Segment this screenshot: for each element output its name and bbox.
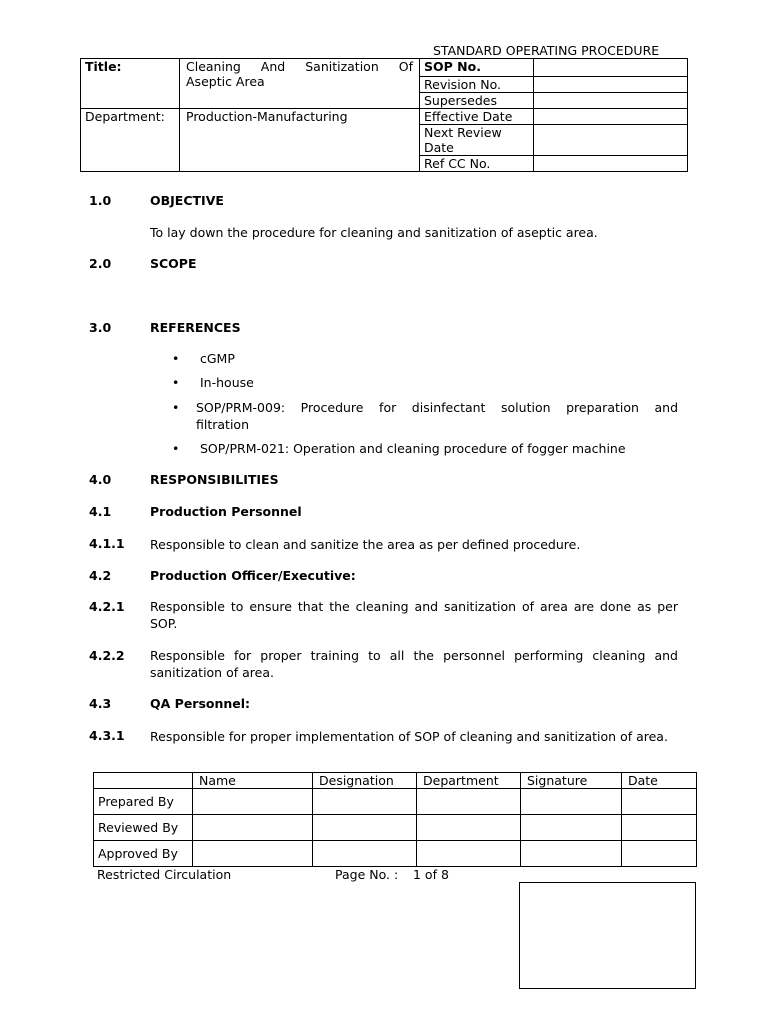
reference-item: SOP/PRM-021: Operation and cleaning procedure of fogger machine — [200, 441, 626, 456]
signoff-cell[interactable] — [193, 789, 313, 815]
column-header-date: Date — [622, 773, 697, 789]
section-number: 4.2.2 — [89, 648, 125, 663]
ref-cc-no-value[interactable] — [534, 156, 688, 172]
effective-date-value[interactable] — [534, 109, 688, 125]
department-value: Production-Manufacturing — [180, 109, 420, 172]
section-number: 1.0 — [89, 193, 112, 208]
subsection-title: QA Personnel: — [150, 696, 251, 711]
title-label: Title: — [81, 59, 180, 109]
section-number: 2.0 — [89, 256, 112, 271]
supersedes-value[interactable] — [534, 93, 688, 109]
ref-cc-no-label: Ref CC No. — [420, 156, 534, 172]
sop-no-label: SOP No. — [420, 59, 534, 77]
subsection-title: Production Personnel — [150, 504, 302, 519]
signoff-cell[interactable] — [521, 815, 622, 841]
responsibility-text: Responsible to ensure that the cleaning and sanitization of area are done as per SOP. — [150, 599, 678, 631]
bullet-icon: • — [172, 400, 180, 415]
signoff-corner-cell — [94, 773, 193, 789]
section-number: 3.0 — [89, 320, 112, 335]
supersedes-label: Supersedes — [420, 93, 534, 109]
signoff-cell[interactable] — [622, 841, 697, 867]
subsection-title: Production Officer/Executive: — [150, 568, 356, 583]
signoff-cell[interactable] — [313, 815, 417, 841]
objective-text: To lay down the procedure for cleaning and sanitization of aseptic area. — [150, 225, 598, 240]
signoff-cell[interactable] — [193, 815, 313, 841]
restricted-circulation: Restricted Circulation — [97, 867, 232, 882]
column-header-designation: Designation — [313, 773, 417, 789]
revision-no-label: Revision No. — [420, 77, 534, 93]
section-number: 4.0 — [89, 472, 112, 487]
signoff-cell[interactable] — [313, 841, 417, 867]
section-title-references: REFERENCES — [150, 320, 241, 335]
page-number-label: Page No. : — [335, 867, 399, 882]
signoff-cell[interactable] — [521, 789, 622, 815]
column-header-name: Name — [193, 773, 313, 789]
reference-item: cGMP — [200, 351, 235, 366]
section-title-responsibilities: RESPONSIBILITIES — [150, 472, 279, 487]
section-number: 4.1 — [89, 504, 112, 519]
section-title-objective: OBJECTIVE — [150, 193, 224, 208]
bullet-icon: • — [172, 351, 180, 366]
signoff-cell[interactable] — [622, 815, 697, 841]
responsibility-text: Responsible for proper implementation of SOP of cleaning and sanitization of area. — [150, 729, 668, 744]
section-title-scope: SCOPE — [150, 256, 197, 271]
bullet-icon: • — [172, 441, 180, 456]
signoff-cell[interactable] — [622, 789, 697, 815]
next-review-date-label: Next Review Date — [420, 125, 534, 156]
stamp-box — [519, 882, 696, 989]
signoff-cell[interactable] — [521, 841, 622, 867]
row-label-reviewed-by: Reviewed By — [94, 815, 193, 841]
signoff-cell[interactable] — [417, 841, 521, 867]
section-number: 4.1.1 — [89, 536, 125, 551]
responsibility-text: Responsible for proper training to all the personnel performing cleaning and sanitization of area. — [150, 648, 678, 680]
row-label-prepared-by: Prepared By — [94, 789, 193, 815]
header-table — [80, 58, 688, 172]
page-number-value: 1 of 8 — [413, 867, 449, 882]
revision-no-value[interactable] — [534, 77, 688, 93]
next-review-date-value[interactable] — [534, 125, 688, 156]
bullet-icon: • — [172, 375, 180, 390]
column-header-department: Department — [417, 773, 521, 789]
title-value: Cleaning And Sanitization Of Aseptic Area — [180, 59, 420, 109]
section-number: 4.2.1 — [89, 599, 125, 614]
column-header-signature: Signature — [521, 773, 622, 789]
sop-no-value[interactable] — [534, 59, 688, 77]
row-label-approved-by: Approved By — [94, 841, 193, 867]
signoff-cell[interactable] — [313, 789, 417, 815]
signoff-table — [93, 772, 697, 867]
signoff-cell[interactable] — [417, 815, 521, 841]
signoff-cell[interactable] — [417, 789, 521, 815]
reference-item: SOP/PRM-009: Procedure for disinfectant solution preparation and filtration — [196, 400, 678, 432]
department-label: Department: — [81, 109, 180, 172]
signoff-cell[interactable] — [193, 841, 313, 867]
responsibility-text: Responsible to clean and sanitize the area as per defined procedure. — [150, 537, 581, 552]
reference-item: In-house — [200, 375, 254, 390]
section-number: 4.2 — [89, 568, 112, 583]
effective-date-label: Effective Date — [420, 109, 534, 125]
document-type: STANDARD OPERATING PROCEDURE — [433, 43, 660, 58]
section-number: 4.3 — [89, 696, 112, 711]
section-number: 4.3.1 — [89, 728, 125, 743]
